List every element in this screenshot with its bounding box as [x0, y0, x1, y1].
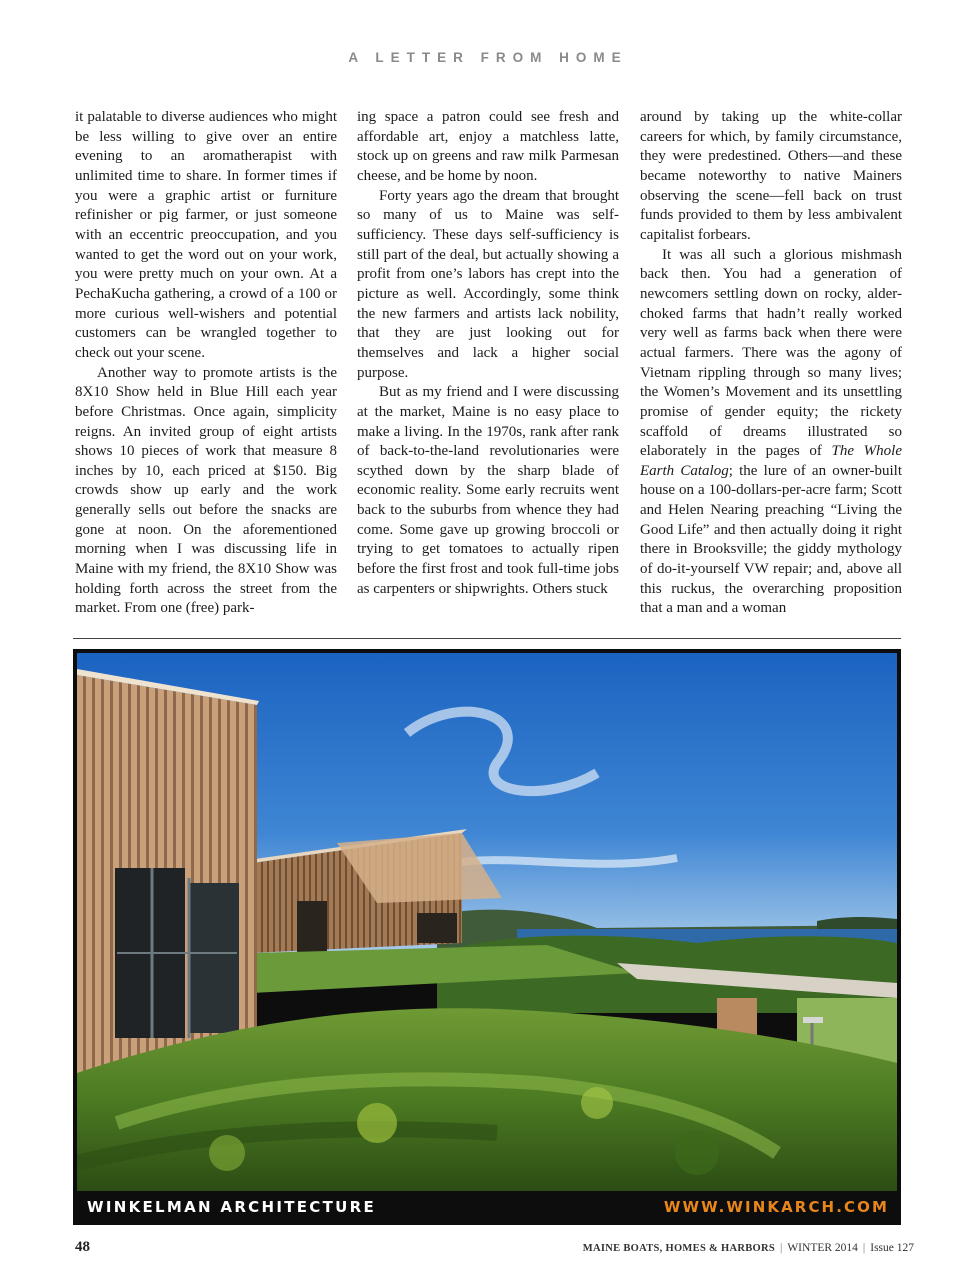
ad-company-name: WINKELMAN ARCHITECTURE [87, 1198, 377, 1216]
paragraph-text: ; the lure of an owner-built house on a 100-dollars-per-acre farm; Scott and Helen Nearing preaching “Living the Good Life” and then actually doing it right there in Brooksville; the giddy mythology of do-it-yourself VW repair; and, above all this ruckus, the overarching proposition that a man and a woman [640, 462, 902, 617]
column-divider-rule [73, 638, 901, 639]
issue-number: Issue 127 [870, 1242, 914, 1254]
issue-date: WINTER 2014 [787, 1242, 858, 1254]
architecture-photo [77, 653, 897, 1191]
ad-website-url[interactable]: WWW.WINKARCH.COM [663, 1198, 889, 1216]
magazine-name: MAINE BOATS, HOMES & HARBORS [582, 1243, 776, 1254]
article-column-3 [640, 108, 902, 619]
running-head: A LETTER FROM HOME [348, 50, 628, 65]
separator: | [862, 1242, 866, 1254]
paragraph: Forty years ago the dream that brought so many of us to Maine was self-sufficiency. These days self-sufficiency is still part of the deal, but actually showing a profit from one’s labors has crept into the picture as well. Accordingly, some think the new farmers and artists lack nobility, that they are just looking out for themselves and lack a higher social purpose. [357, 187, 619, 381]
page-number: 48 [75, 1239, 90, 1255]
paragraph: around by taking up the white-collar careers for which, by family circumstance, they were predestined. Others—and these became noteworthy to native Mainers observing the scene—fell back on trust funds provided to them by less ambivalent capitalist forbears. [640, 109, 902, 243]
book-title: The Whole Earth Catalog [640, 443, 902, 479]
paragraph: ing space a patron could see fresh and affordable art, enjoy a matchless latte, stock up on greens and raw milk Parmesan cheese, and be home by noon. [357, 109, 619, 184]
article-column-1 [75, 108, 337, 619]
paragraph: it palatable to diverse audiences who might be less willing to give over an entire evening to an aromatherapist with unlimited time to share. In former times if you were a graphic artist or furniture refinisher or pig farmer, or just someone with an eccentric preoccupation, and you wanted to get the word out on your work, you were pretty much on your own. At a PechaKucha gathering, a crowd of a 100 or more curious well-wishers and potential customers can be wrangled together to check out your scene. [75, 109, 337, 361]
article-column-2 [357, 108, 619, 599]
footer-publication-line [583, 1242, 914, 1254]
paragraph: Another way to promote artists is the 8X10 Show held in Blue Hill each year before Christmas. Once again, simplicity reigns. An invited group of eight artists shows 10 pieces of work that measure 8 inches by 10, each priced at $150. Big crowds show up early and the work generally sells out before the snacks are gone at noon. On the aforementioned morning when I was discussing life in Maine with my friend, the 8X10 Show was holding forth across the street from the market. From one (free) park- [75, 364, 337, 617]
paragraph: But as my friend and I were discussing at the market, Maine is no easy place to make a living. In the 1970s, rank after rank of back-to-the-land revolutionaries were scythed down by the sharp blade of economic reality. Some early recruits went back to the suburbs from whence they had come. Some gave up growing broccoli or trying to get tomatoes to actually ripen before the first frost and took full-time jobs as carpenters or shipwrights. Others stuck [357, 384, 619, 597]
paragraph [640, 246, 902, 619]
paragraph-text: It was all such a glorious mishmash back then. You had a generation of newcomers settling down on rocky, alder-choked farms that hadn’t really worked very well as farms back when there were actual farmers. There was the agony of Vietnam rippling through so many lives; the Women’s Movement and its unsettling promise of gender equity; the rickety scaffold of dreams illustrated so elaborately in the pages of [640, 246, 902, 460]
advertisement [73, 649, 901, 1225]
separator: | [780, 1242, 783, 1254]
